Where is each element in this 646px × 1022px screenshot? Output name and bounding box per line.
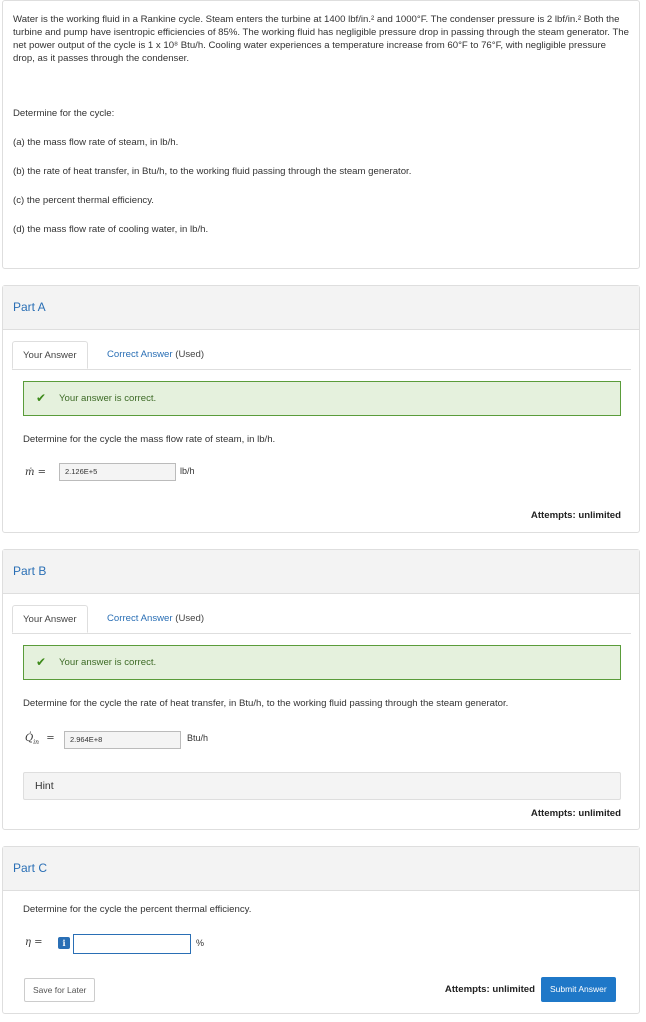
tab-your-answer[interactable]: Your Answer bbox=[12, 605, 88, 633]
heat-rate-variable bbox=[25, 733, 55, 746]
mass-flow-answer: 2.126E+5 bbox=[59, 463, 176, 481]
efficiency-variable: η = bbox=[25, 937, 43, 948]
success-banner bbox=[23, 645, 621, 680]
part-b-attempts: Attempts: unlimited bbox=[530, 808, 621, 819]
efficiency-unit: % bbox=[196, 938, 205, 948]
problem-card bbox=[2, 0, 640, 269]
checkmark-icon: ✔ bbox=[36, 391, 47, 405]
part-c-title[interactable]: Part C bbox=[3, 847, 639, 891]
heat-rate-subscript: in bbox=[33, 739, 39, 746]
info-icon[interactable]: i bbox=[58, 937, 70, 949]
used-label: (Used) bbox=[175, 349, 205, 360]
used-label: (Used) bbox=[175, 613, 205, 624]
part-b-title[interactable]: Part B bbox=[3, 550, 639, 594]
question-b: (b) the rate of heat transfer, in Btu/h, to the working fluid passing through the steam generator. bbox=[13, 166, 412, 177]
part-c-prompt: Determine for the cycle the percent thermal efficiency. bbox=[23, 904, 252, 915]
heat-rate-symbol: Q̇ bbox=[25, 733, 34, 744]
efficiency-input[interactable] bbox=[73, 934, 191, 954]
part-a-tabs bbox=[12, 341, 631, 370]
problem-statement: Water is the working fluid in a Rankine cycle. Steam enters the turbine at 1400 lbf/in.² and 1000°F. The condenser pressure is 2 lbf/in.² Both the turbine and pump have isentropic efficiencies of 85%. The working fluid has negligible pressure drop in passing through the steam generator. The net power output of the cycle is 1 x 10⁸ Btu/h. Cooling water experiences a temperature increase from 60°F to 76°F, with negligible pressure drop, as it passes through the condenser. bbox=[13, 14, 629, 64]
correct-answer-link[interactable]: Correct Answer bbox=[107, 613, 173, 624]
mass-flow-variable: ṁ = bbox=[25, 467, 47, 478]
checkmark-icon: ✔ bbox=[36, 655, 47, 669]
part-b-prompt: Determine for the cycle the rate of heat transfer, in Btu/h, to the working fluid passing through the steam generator. bbox=[23, 698, 509, 709]
tab-correct-answer[interactable] bbox=[107, 341, 204, 369]
save-for-later-button[interactable]: Save for Later bbox=[24, 978, 95, 1002]
part-a-card bbox=[2, 285, 640, 533]
determine-heading: Determine for the cycle: bbox=[13, 108, 115, 119]
tab-correct-answer[interactable] bbox=[107, 605, 204, 633]
success-message: Your answer is correct. bbox=[59, 393, 157, 404]
success-message: Your answer is correct. bbox=[59, 657, 157, 668]
question-c: (c) the percent thermal efficiency. bbox=[13, 195, 154, 206]
hint-button[interactable]: Hint bbox=[23, 772, 621, 800]
part-a-title[interactable]: Part A bbox=[3, 286, 639, 330]
tab-your-answer[interactable]: Your Answer bbox=[12, 341, 88, 369]
part-a-prompt: Determine for the cycle the mass flow rate of steam, in lb/h. bbox=[23, 434, 276, 445]
question-d: (d) the mass flow rate of cooling water, in lb/h. bbox=[13, 224, 209, 235]
question-a: (a) the mass flow rate of steam, in lb/h. bbox=[13, 137, 179, 148]
success-banner bbox=[23, 381, 621, 416]
heat-rate-unit: Btu/h bbox=[187, 733, 209, 743]
part-b-tabs bbox=[12, 605, 631, 634]
heat-rate-equals: = bbox=[46, 733, 55, 744]
part-a-attempts: Attempts: unlimited bbox=[530, 510, 621, 521]
mass-flow-unit: lb/h bbox=[180, 466, 195, 476]
heat-rate-answer: 2.964E+8 bbox=[64, 731, 181, 749]
submit-answer-button[interactable]: Submit Answer bbox=[541, 977, 616, 1002]
part-b-card bbox=[2, 549, 640, 830]
correct-answer-link[interactable]: Correct Answer bbox=[107, 349, 173, 360]
part-c-attempts: Attempts: unlimited bbox=[444, 984, 535, 995]
part-c-card bbox=[2, 846, 640, 1014]
